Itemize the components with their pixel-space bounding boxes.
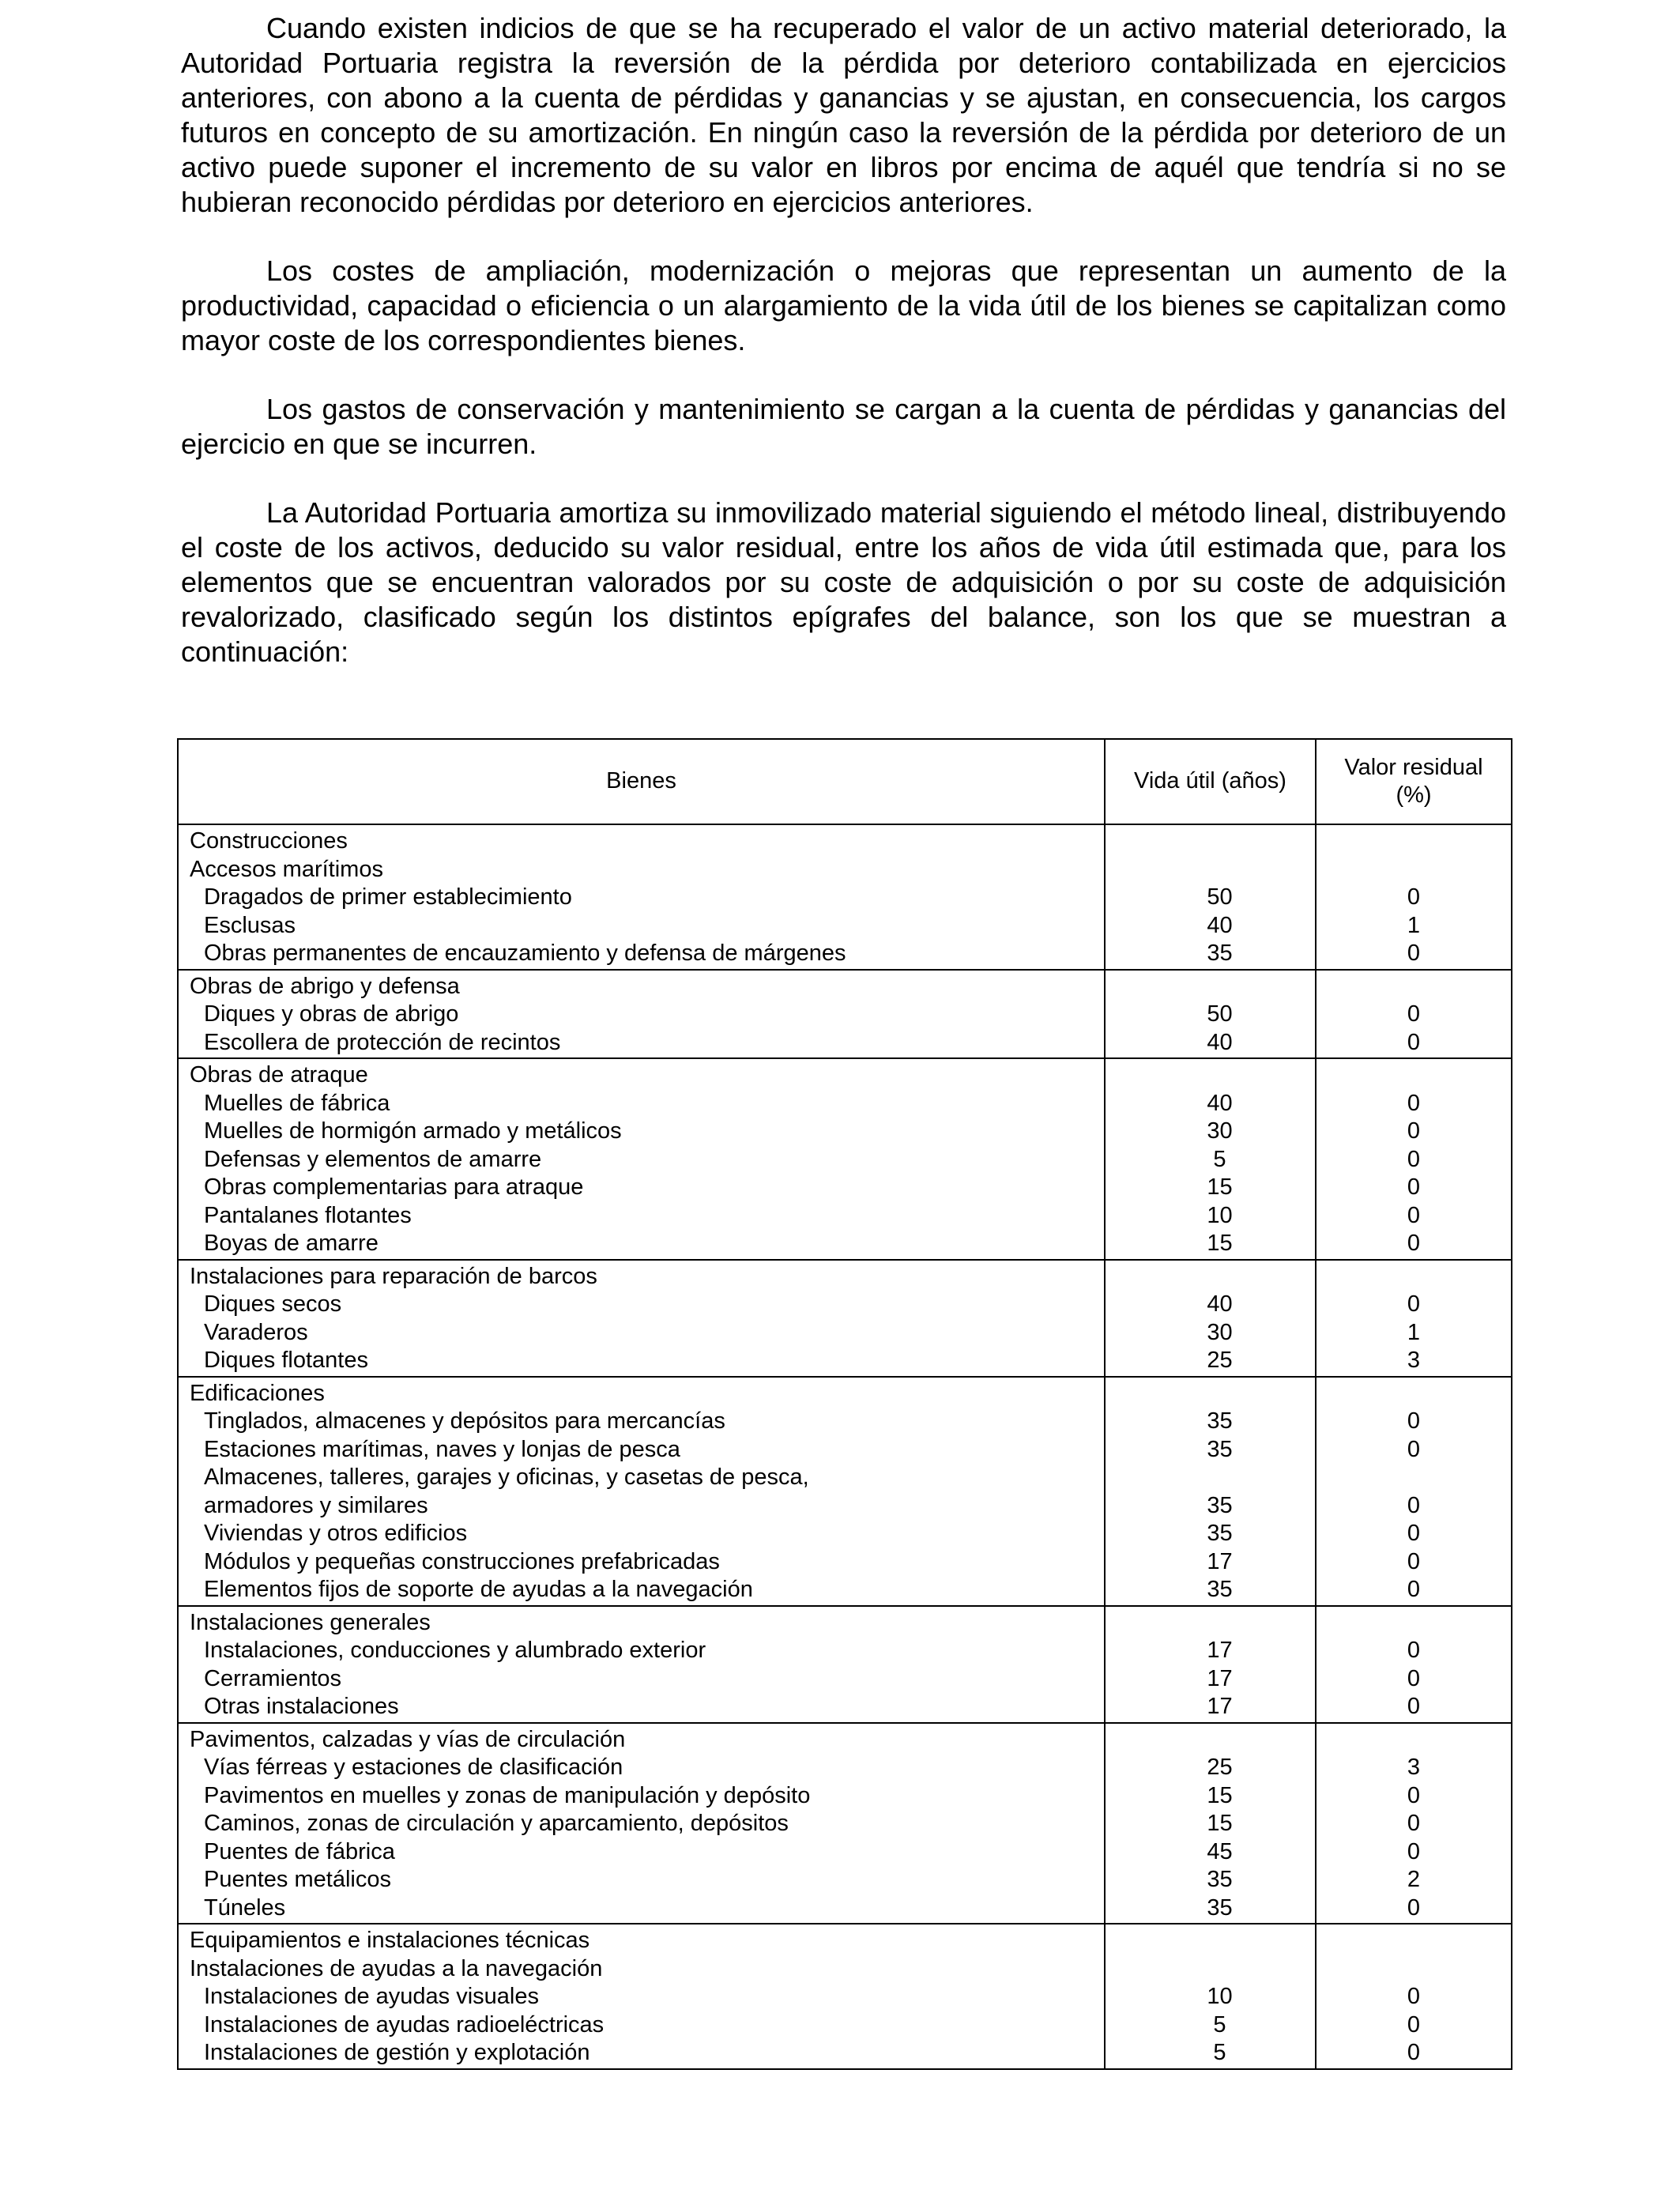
valor-residual-cell: 3 <box>1316 1347 1512 1377</box>
asset-item-label: Otras instalaciones <box>178 1693 1105 1723</box>
asset-item-label: Estaciones marítimas, naves y lonjas de pesca <box>178 1436 1105 1465</box>
table-row <box>178 1319 1512 1348</box>
valor-residual-cell <box>1316 824 1512 856</box>
valor-residual-cell: 0 <box>1316 2011 1512 2040</box>
table-row <box>178 1810 1512 1838</box>
table-row <box>178 1001 1512 1029</box>
vida-util-cell: 50 <box>1105 1001 1316 1029</box>
valor-residual-cell: 0 <box>1316 1576 1512 1606</box>
table-row <box>178 1637 1512 1665</box>
asset-item-label: Instalaciones de ayudas visuales <box>178 1983 1105 2011</box>
table-row <box>178 1693 1512 1723</box>
table-group <box>178 1606 1512 1723</box>
vida-util-cell <box>1105 1260 1316 1291</box>
table-row <box>178 1894 1512 1924</box>
vida-util-cell: 5 <box>1105 1146 1316 1174</box>
vida-util-cell: 35 <box>1105 1520 1316 1548</box>
table-group <box>178 1924 1512 2069</box>
vida-util-cell: 35 <box>1105 1408 1316 1436</box>
asset-item-label: Escollera de protección de recintos <box>178 1029 1105 1059</box>
vida-util-cell: 15 <box>1105 1174 1316 1202</box>
vida-util-cell: 35 <box>1105 1894 1316 1924</box>
vida-util-cell <box>1105 970 1316 1001</box>
asset-category-label: Accesos marítimos <box>178 856 1105 884</box>
table-row <box>178 1058 1512 1090</box>
asset-item-label: Defensas y elementos de amarre <box>178 1146 1105 1174</box>
asset-item-label: Diques y obras de abrigo <box>178 1001 1105 1029</box>
asset-item-label: Instalaciones de ayudas radioeléctricas <box>178 2011 1105 2040</box>
valor-residual-cell: 0 <box>1316 1146 1512 1174</box>
valor-residual-cell: 3 <box>1316 1754 1512 1782</box>
valor-residual-cell <box>1316 1464 1512 1492</box>
asset-item-label: Puentes metálicos <box>178 1866 1105 1894</box>
asset-item-label: Instalaciones, conducciones y alumbrado exterior <box>178 1637 1105 1665</box>
valor-residual-cell: 0 <box>1316 1230 1512 1260</box>
vida-util-cell: 40 <box>1105 1291 1316 1319</box>
vida-util-cell: 35 <box>1105 1576 1316 1606</box>
vida-util-cell: 17 <box>1105 1637 1316 1665</box>
valor-residual-cell: 0 <box>1316 1693 1512 1723</box>
valor-residual-cell: 0 <box>1316 2039 1512 2069</box>
header-vida-util: Vida útil (años) <box>1105 739 1316 824</box>
table-row <box>178 1436 1512 1465</box>
asset-category-label: Obras de atraque <box>178 1058 1105 1090</box>
valor-residual-cell: 0 <box>1316 1665 1512 1694</box>
asset-category-label: Instalaciones de ayudas a la navegación <box>178 1955 1105 1984</box>
table-row <box>178 1118 1512 1146</box>
vida-util-cell <box>1105 856 1316 884</box>
vida-util-cell <box>1105 1924 1316 1955</box>
asset-item-label: Túneles <box>178 1894 1105 1924</box>
table-row <box>178 2039 1512 2069</box>
valor-residual-cell: 0 <box>1316 1090 1512 1118</box>
asset-item-label: Módulos y pequeñas construcciones prefabricadas <box>178 1548 1105 1577</box>
asset-item-label: Cerramientos <box>178 1665 1105 1694</box>
table-row <box>178 824 1512 856</box>
asset-item-label: Varaderos <box>178 1319 1105 1348</box>
table-row <box>178 1146 1512 1174</box>
valor-residual-cell: 1 <box>1316 1319 1512 1348</box>
valor-residual-cell: 0 <box>1316 1492 1512 1521</box>
header-bienes: Bienes <box>178 739 1105 824</box>
vida-util-cell: 25 <box>1105 1347 1316 1377</box>
vida-util-cell: 40 <box>1105 1029 1316 1059</box>
vida-util-cell: 35 <box>1105 1492 1316 1521</box>
asset-item-label: Muelles de fábrica <box>178 1090 1105 1118</box>
paragraph: La Autoridad Portuaria amortiza su inmovilizado material siguiendo el método lineal, distribuyendo el coste de los activos, deducido su valor residual, entre los años de vida útil estimada que, para los elementos que se encuentran valorados por su coste de adquisición o por su coste de adquisición revalorizado, clasificado según los distintos epígrafes del balance, son los que se muestran a continuación: <box>181 496 1506 668</box>
vida-util-cell: 15 <box>1105 1782 1316 1811</box>
table-row <box>178 1665 1512 1694</box>
asset-item-label: Obras complementarias para atraque <box>178 1174 1105 1202</box>
asset-category-label: Pavimentos, calzadas y vías de circulación <box>178 1723 1105 1755</box>
table-header <box>178 739 1512 824</box>
table-row <box>178 2011 1512 2040</box>
vida-util-cell: 17 <box>1105 1693 1316 1723</box>
amortization-table <box>177 738 1512 2070</box>
vida-util-cell <box>1105 1606 1316 1638</box>
vida-util-cell <box>1105 1377 1316 1408</box>
vida-util-cell <box>1105 824 1316 856</box>
asset-item-label: Tinglados, almacenes y depósitos para mercancías <box>178 1408 1105 1436</box>
vida-util-cell <box>1105 1058 1316 1090</box>
paragraph: Los costes de ampliación, modernización o mejoras que representan un aumento de la productividad, capacidad o eficiencia o un alargamiento de la vida útil de los bienes se capitalizan como mayor coste de los correspondientes bienes. <box>181 254 1506 356</box>
vida-util-cell: 45 <box>1105 1838 1316 1867</box>
valor-residual-cell <box>1316 1723 1512 1755</box>
valor-residual-cell <box>1316 856 1512 884</box>
table-row <box>178 912 1512 941</box>
table-row <box>178 1492 1512 1521</box>
table-row <box>178 1230 1512 1260</box>
vida-util-cell: 40 <box>1105 912 1316 941</box>
valor-residual-cell: 0 <box>1316 1838 1512 1867</box>
asset-item-label: Puentes de fábrica <box>178 1838 1105 1867</box>
vida-util-cell: 5 <box>1105 2039 1316 2069</box>
vida-util-cell: 17 <box>1105 1665 1316 1694</box>
asset-item-label: armadores y similares <box>178 1492 1105 1521</box>
vida-util-cell: 35 <box>1105 940 1316 970</box>
valor-residual-cell: 0 <box>1316 1291 1512 1319</box>
table-row <box>178 1983 1512 2011</box>
paragraph: Cuando existen indicios de que se ha recuperado el valor de un activo material deteriorado, la Autoridad Portuaria registra la reversión de la pérdida por deterioro contabilizada en ejercicios anteriores, con abono a la cuenta de pérdidas y ganancias y se ajustan, en consecuencia, los cargos futuros en concepto de su amortización. En ningún caso la reversión de la pérdida por deterioro de un activo puede suponer el incremento de su valor en libros por encima de aquél que tendría si no se hubieran reconocido pérdidas por deterioro en ejercicios anteriores. <box>181 12 1506 218</box>
paragraph: Los gastos de conservación y mantenimiento se cargan a la cuenta de pérdidas y ganancias del ejercicio en que se incurren. <box>181 393 1506 460</box>
vida-util-cell: 30 <box>1105 1118 1316 1146</box>
table-row <box>178 1924 1512 1955</box>
vida-util-cell: 15 <box>1105 1230 1316 1260</box>
valor-residual-cell: 0 <box>1316 1436 1512 1465</box>
valor-residual-cell <box>1316 1924 1512 1955</box>
table-row <box>178 1754 1512 1782</box>
asset-item-label: Instalaciones de gestión y explotación <box>178 2039 1105 2069</box>
table-row <box>178 970 1512 1001</box>
vida-util-cell: 15 <box>1105 1810 1316 1838</box>
valor-residual-cell: 0 <box>1316 1983 1512 2011</box>
valor-residual-cell: 0 <box>1316 1548 1512 1577</box>
header-valor-residual-line2: (%) <box>1396 782 1432 808</box>
valor-residual-cell: 0 <box>1316 1408 1512 1436</box>
valor-residual-cell: 0 <box>1316 1520 1512 1548</box>
valor-residual-cell: 0 <box>1316 1637 1512 1665</box>
table-row <box>178 1464 1512 1492</box>
asset-item-label: Boyas de amarre <box>178 1230 1105 1260</box>
table-row <box>178 856 1512 884</box>
table-row <box>178 1866 1512 1894</box>
valor-residual-cell: 0 <box>1316 1174 1512 1202</box>
valor-residual-cell: 0 <box>1316 1001 1512 1029</box>
asset-category-label: Edificaciones <box>178 1377 1105 1408</box>
valor-residual-cell <box>1316 1606 1512 1638</box>
valor-residual-cell: 0 <box>1316 884 1512 912</box>
table-row <box>178 940 1512 970</box>
asset-item-label: Diques flotantes <box>178 1347 1105 1377</box>
asset-item-label: Diques secos <box>178 1291 1105 1319</box>
table-group <box>178 1260 1512 1377</box>
asset-item-label: Obras permanentes de encauzamiento y defensa de márgenes <box>178 940 1105 970</box>
valor-residual-cell <box>1316 1260 1512 1291</box>
vida-util-cell: 30 <box>1105 1319 1316 1348</box>
table-row <box>178 1408 1512 1436</box>
vida-util-cell: 17 <box>1105 1548 1316 1577</box>
asset-item-label: Elementos fijos de soporte de ayudas a la navegación <box>178 1576 1105 1606</box>
asset-item-label: Dragados de primer establecimiento <box>178 884 1105 912</box>
asset-category-label: Equipamientos e instalaciones técnicas <box>178 1924 1105 1955</box>
asset-item-label: Esclusas <box>178 912 1105 941</box>
table-row <box>178 884 1512 912</box>
valor-residual-cell: 1 <box>1316 912 1512 941</box>
vida-util-cell: 35 <box>1105 1436 1316 1465</box>
asset-category-label: Instalaciones generales <box>178 1606 1105 1638</box>
table-row <box>178 1174 1512 1202</box>
asset-item-label: Almacenes, talleres, garajes y oficinas, y casetas de pesca, <box>178 1464 1105 1492</box>
valor-residual-cell: 2 <box>1316 1866 1512 1894</box>
valor-residual-cell: 0 <box>1316 1029 1512 1059</box>
table-group <box>178 970 1512 1059</box>
asset-category-label: Instalaciones para reparación de barcos <box>178 1260 1105 1291</box>
table-row <box>178 1838 1512 1867</box>
header-row <box>178 739 1512 824</box>
valor-residual-cell <box>1316 970 1512 1001</box>
asset-item-label: Viviendas y otros edificios <box>178 1520 1105 1548</box>
table-row <box>178 1202 1512 1231</box>
vida-util-cell: 25 <box>1105 1754 1316 1782</box>
table-group <box>178 1723 1512 1924</box>
valor-residual-cell: 0 <box>1316 1202 1512 1231</box>
table-row <box>178 1606 1512 1638</box>
valor-residual-cell: 0 <box>1316 1118 1512 1146</box>
asset-item-label: Caminos, zonas de circulación y aparcamiento, depósitos <box>178 1810 1105 1838</box>
valor-residual-cell <box>1316 1058 1512 1090</box>
asset-item-label: Muelles de hormigón armado y metálicos <box>178 1118 1105 1146</box>
table-row <box>178 1291 1512 1319</box>
table-row <box>178 1955 1512 1984</box>
valor-residual-cell: 0 <box>1316 1782 1512 1811</box>
table-row <box>178 1029 1512 1059</box>
table-row <box>178 1548 1512 1577</box>
valor-residual-cell: 0 <box>1316 1894 1512 1924</box>
vida-util-cell <box>1105 1955 1316 1984</box>
table-row <box>178 1576 1512 1606</box>
table-group <box>178 1377 1512 1606</box>
vida-util-cell: 35 <box>1105 1866 1316 1894</box>
body-text <box>181 11 1506 703</box>
table-group <box>178 1058 1512 1260</box>
header-valor-residual-line1: Valor residual <box>1344 754 1483 780</box>
table-row <box>178 1347 1512 1377</box>
valor-residual-cell: 0 <box>1316 940 1512 970</box>
vida-util-cell: 50 <box>1105 884 1316 912</box>
table-row <box>178 1782 1512 1811</box>
valor-residual-cell <box>1316 1377 1512 1408</box>
vida-util-cell: 5 <box>1105 2011 1316 2040</box>
table-row <box>178 1520 1512 1548</box>
valor-residual-cell: 0 <box>1316 1810 1512 1838</box>
vida-util-cell: 10 <box>1105 1202 1316 1231</box>
asset-item-label: Pantalanes flotantes <box>178 1202 1105 1231</box>
table-row <box>178 1377 1512 1408</box>
vida-util-cell <box>1105 1723 1316 1755</box>
table-row <box>178 1090 1512 1118</box>
table-group <box>178 824 1512 970</box>
vida-util-cell <box>1105 1464 1316 1492</box>
vida-util-cell: 10 <box>1105 1983 1316 2011</box>
asset-item-label: Vías férreas y estaciones de clasificación <box>178 1754 1105 1782</box>
valor-residual-cell <box>1316 1955 1512 1984</box>
asset-item-label: Pavimentos en muelles y zonas de manipulación y depósito <box>178 1782 1105 1811</box>
asset-category-label: Obras de abrigo y defensa <box>178 970 1105 1001</box>
asset-category-label: Construcciones <box>178 824 1105 856</box>
vida-util-cell: 40 <box>1105 1090 1316 1118</box>
table-row <box>178 1260 1512 1291</box>
table-row <box>178 1723 1512 1755</box>
header-valor-residual <box>1316 739 1512 824</box>
